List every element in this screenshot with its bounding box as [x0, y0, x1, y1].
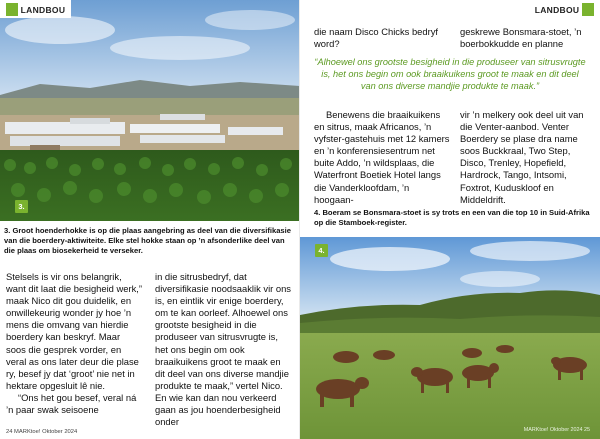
photo-number-badge: 4. [315, 244, 328, 257]
section-header-right [529, 0, 600, 18]
section-header-left [0, 0, 71, 18]
section-label: LANDBOU [534, 5, 580, 15]
body-paragraph: Benewens die braaikuikens en sitrus, maak Africanos, ’n vyfster-gastehuis met 12 kamers en ’n konferensiesentrum net buite Addo, ’n wildsplaas, die Waterfront Boetiek Hotel langs die Vanderkloofdam, ’n hoogaan- [314, 109, 450, 205]
body-column-1 [314, 109, 450, 206]
photo-credit: MARKtoe! Oktober 2024 25 [523, 427, 590, 433]
section-label: LANDBOU [20, 5, 66, 15]
body-column-1 [6, 271, 142, 416]
body-paragraph: in die sitrusbedryf, dat diversifikasie noodsaaklik vir ons is, en eintlik vir enige boerdery, om te kan oorleef. Alhoewel ons grootste besigheid in die produseer van sitrusvrugte is, het ons begin om ook braaikuikens groot te maak en dit deel van ons diverse mandjie produkte te maak,” vertel Nico. En wie kan dan nou verkeerd gaan as jou hoenderbesigheid onder [155, 271, 291, 428]
body-paragraph: vir ’n melkery ook deel uit van die Venter-aanbod. Venter Boerdery se plase dra name soos Buckkraal, Two Step, Disco, Trenley, Hopefield, Hardrock, Tango, Intsomi, Foxtrot, Kuduskloof en Middeldrift. [460, 109, 584, 205]
right-page [300, 0, 600, 439]
poultry-farm-photo [0, 0, 300, 221]
body-column-2 [155, 271, 293, 428]
top-column-2 [460, 26, 596, 50]
section-accent-swatch [582, 3, 594, 16]
body-paragraph: “Ons het gou besef, veral ná ’n paar swak seisoene [6, 391, 137, 416]
body-paragraph: geskrewe Bonsmara-stoet, ’n boerbokkudde en planne [460, 26, 582, 50]
section-accent-swatch [6, 3, 18, 16]
poultry-farm-illustration [0, 0, 300, 221]
body-column-2 [460, 109, 596, 206]
photo-caption: 3. Groot hoenderhokke is op die plaas aangebring as deel van die diversifikasie van die boerdery-aktiwiteite. Elke stel hokke staan op ’n afsonderlike deel van die plaas om biosekerheid te verseker. [4, 226, 291, 256]
body-paragraph: Stelsels is vir ons belangrik, want dit laat die besigheid werk,” maak Nico dit gou duidelik, en onwillekeurig wonder jy hoe ’n mens die omvang van hierdie boerdery kan beskryf. Maar soos die gesprek vorder, en veral as ons later deur die plase ry, besef jy dat ‘groot’ nie net in hektare opgesluit lê nie. [6, 271, 143, 391]
page-footer-left: 24 MARKtoe! Oktober 2024 [6, 429, 78, 435]
photo-number-badge: 3. [15, 200, 28, 213]
photo-caption: 4. Boeram se Bonsmara-stoet is sy trots en een van die top 10 in Suid-Afrika op die Stamboek-register. [314, 208, 590, 228]
top-column-1 [314, 26, 450, 50]
cattle-illustration [300, 237, 600, 439]
pull-quote: “Alhoewel ons grootste besigheid in die produseer van sitrusvrugte is, het ons begin om ook braaikuikens groot te maak en dit deel van ons diverse mandjie produkte te maak.” [314, 57, 586, 91]
body-paragraph: die naam Disco Chicks bedryf word? [314, 26, 439, 50]
cattle-photo [300, 237, 600, 439]
